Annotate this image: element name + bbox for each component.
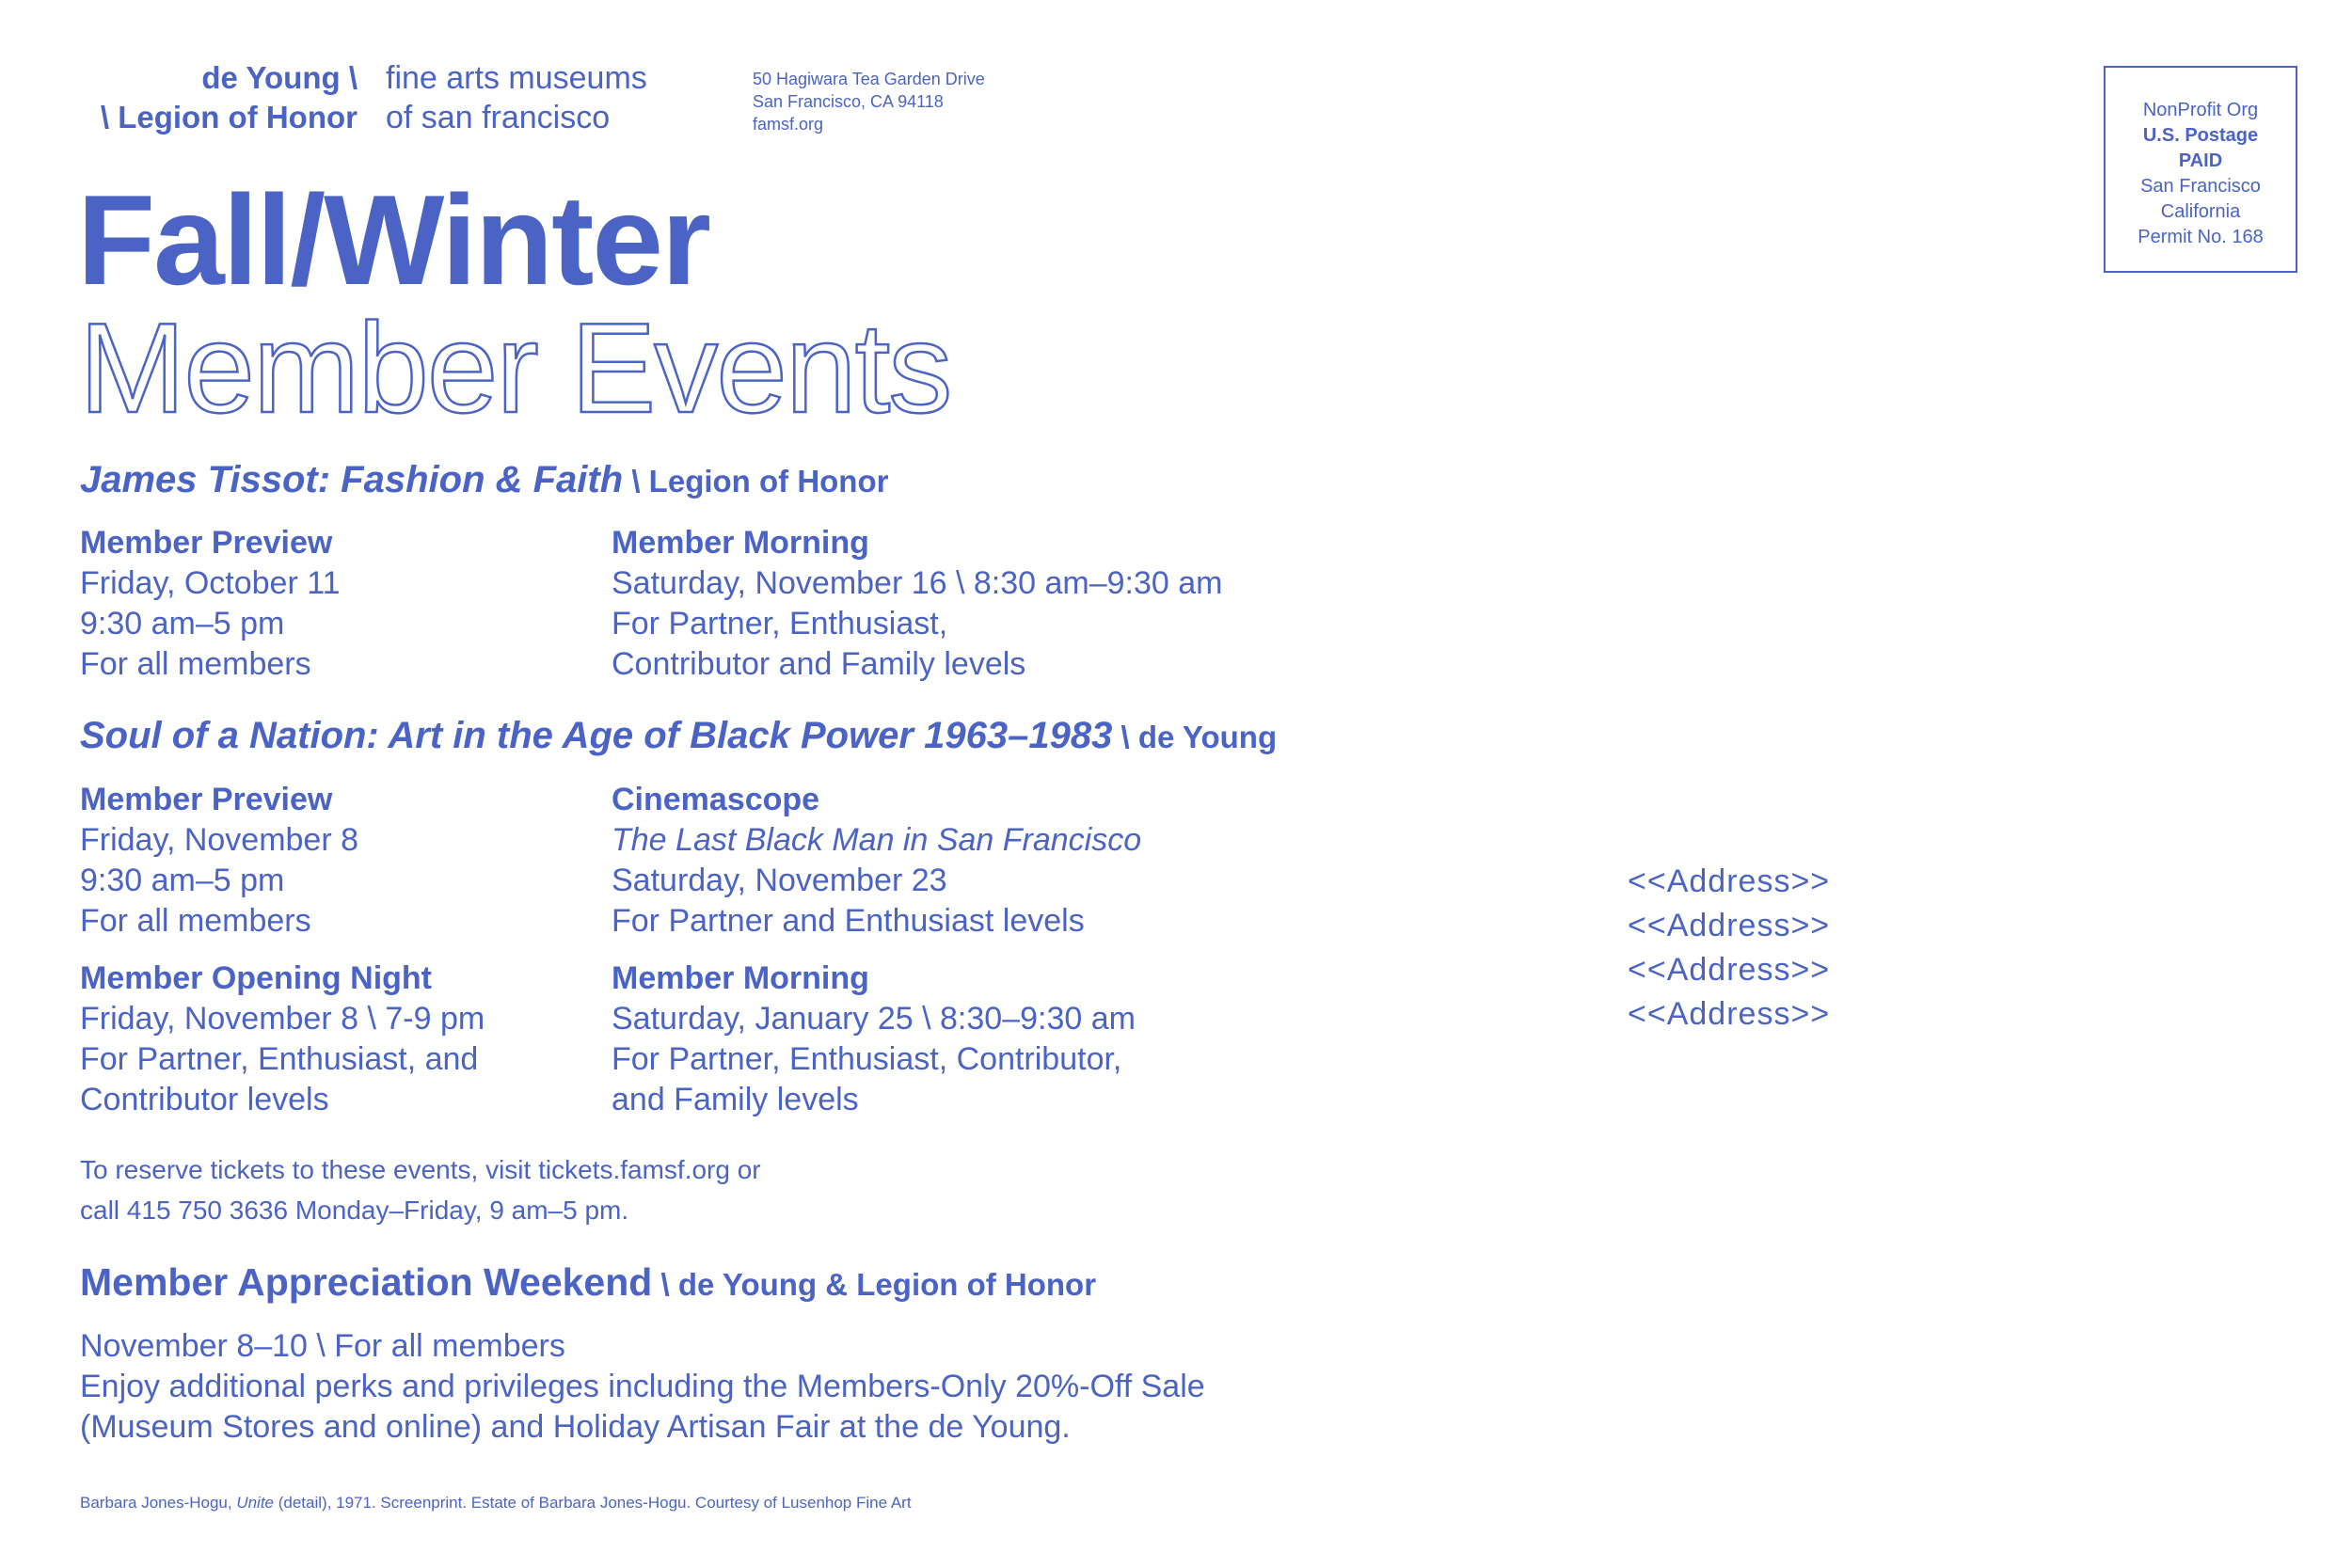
title-fall-winter: Fall/Winter xyxy=(77,168,709,311)
exhibition-name: James Tissot: Fashion & Faith xyxy=(80,459,624,500)
reserve-line-1: To reserve tickets to these events, visit tickets.famsf.org or xyxy=(80,1155,761,1184)
address-placeholder: <<Address>> xyxy=(1628,863,1831,899)
event-line: Friday, October 11 xyxy=(80,565,341,601)
event-line: Saturday, November 16 \ 8:30 am–9:30 am xyxy=(612,565,1223,601)
credit-artist: Barbara Jones-Hogu, xyxy=(80,1494,237,1512)
appreciation-line: (Museum Stores and online) and Holiday Artisan Fair at the de Young. xyxy=(80,1409,1071,1445)
event-line: Friday, November 8 xyxy=(80,822,359,858)
credit-details: (detail), 1971. Screenprint. Estate of Barbara Jones-Hogu. Courtesy of Lusenhop Fine Art xyxy=(274,1494,912,1512)
address-placeholder: <<Address>> xyxy=(1628,952,1831,988)
title-member-events xyxy=(79,297,1020,429)
event-line: and Family levels xyxy=(612,1082,859,1117)
event-heading: Member Morning xyxy=(612,525,869,561)
logo-line-2: \ Legion of Honor xyxy=(100,100,358,135)
famsf-line-2: of san francisco xyxy=(386,100,611,135)
appreciation-line: November 8–10 \ For all members xyxy=(80,1328,565,1364)
event-heading: Member Preview xyxy=(80,525,333,561)
appreciation-body xyxy=(80,1326,1205,1448)
event-line: Contributor levels xyxy=(80,1082,329,1117)
event-block xyxy=(80,780,358,942)
appreciation-line: Enjoy additional perks and privileges including the Members-Only 20%-Off Sale xyxy=(80,1369,1205,1404)
event-line: For Partner, Enthusiast, and xyxy=(80,1041,479,1077)
postage-line-1: NonProfit Org xyxy=(2142,100,2259,120)
address-web: famsf.org xyxy=(753,115,824,134)
film-title: The Last Black Man in San Francisco xyxy=(612,822,1142,858)
title-member-events-text: Member Events xyxy=(79,297,951,429)
event-line: For Partner and Enthusiast levels xyxy=(612,903,1085,939)
image-credit xyxy=(80,1494,912,1513)
event-line: Friday, November 8 \ 7-9 pm xyxy=(80,1001,485,1037)
credit-title: Unite xyxy=(236,1494,275,1512)
event-line: 9:30 am–5 pm xyxy=(80,606,285,641)
exhibition-name: Soul of a Nation: Art in the Age of Black Power 1963–1983 xyxy=(80,715,1113,756)
reservation-info xyxy=(80,1149,761,1230)
famsf-wordmark xyxy=(386,58,647,137)
logo-line-1: de Young \ xyxy=(201,60,358,95)
address-placeholder: <<Address>> xyxy=(1628,908,1831,943)
appreciation-venue: \ de Young & Legion of Honor xyxy=(652,1267,1097,1302)
mailing-address xyxy=(1628,860,1830,1037)
event-line: For all members xyxy=(80,646,311,682)
event-line: For Partner, Enthusiast, xyxy=(612,606,948,641)
exhibition-venue: \ de Young xyxy=(1112,720,1278,754)
event-heading: Member Opening Night xyxy=(80,960,432,996)
postage-line-3: PAID xyxy=(2178,150,2223,171)
exhibition-heading-tissot xyxy=(80,459,888,501)
event-block xyxy=(612,780,1141,942)
event-line: For Partner, Enthusiast, Contributor, xyxy=(612,1041,1122,1077)
event-line: Contributor and Family levels xyxy=(612,646,1026,682)
event-block xyxy=(80,523,341,685)
event-heading: Member Preview xyxy=(80,782,333,817)
postage-line-6: Permit No. 168 xyxy=(2137,227,2264,247)
event-heading: Cinemascope xyxy=(612,782,820,817)
event-block xyxy=(80,958,485,1120)
famsf-line-1: fine arts museums xyxy=(386,60,647,96)
event-line: For all members xyxy=(80,903,311,939)
address-street: 50 Hagiwara Tea Garden Drive xyxy=(753,70,985,88)
event-heading: Member Morning xyxy=(612,960,869,996)
event-block xyxy=(612,958,1136,1120)
event-line: Saturday, November 23 xyxy=(612,863,947,898)
appreciation-name: Member Appreciation Weekend xyxy=(80,1260,653,1304)
event-line: Saturday, January 25 \ 8:30–9:30 am xyxy=(612,1001,1136,1037)
appreciation-heading xyxy=(80,1260,1096,1305)
event-line: 9:30 am–5 pm xyxy=(80,863,285,898)
postage-line-2: U.S. Postage xyxy=(2142,125,2259,146)
exhibition-venue: \ Legion of Honor xyxy=(623,464,889,499)
museums-logo xyxy=(66,58,358,137)
address-city: San Francisco, CA 94118 xyxy=(753,92,944,111)
reserve-line-2: call 415 750 3636 Monday–Friday, 9 am–5 pm. xyxy=(80,1196,629,1225)
postage-indicia xyxy=(2104,66,2297,273)
postage-line-5: California xyxy=(2160,201,2241,222)
exhibition-heading-soul-of-a-nation xyxy=(80,715,1277,757)
postage-line-4: San Francisco xyxy=(2140,176,2261,197)
address-placeholder: <<Address>> xyxy=(1628,996,1831,1032)
return-address xyxy=(753,68,985,135)
event-block xyxy=(612,523,1223,685)
